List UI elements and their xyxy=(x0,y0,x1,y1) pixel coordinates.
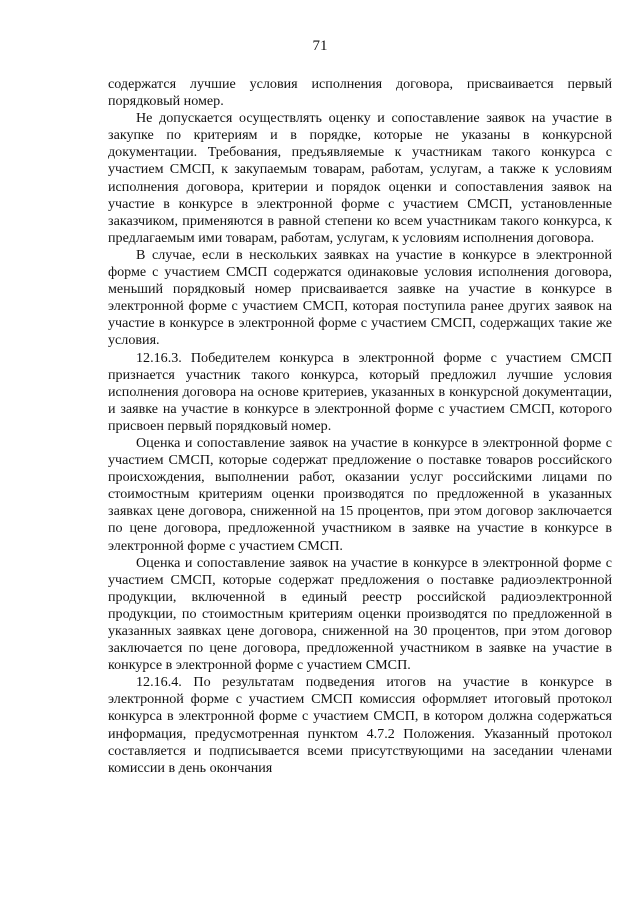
paragraph-evaluation-rules: Не допускается осуществлять оценку и сопоставление заявок на участие в закупке по критериям и в порядке, которые не указаны в конкурсной документации. Требования, предъявляемые к участникам такого конкурса с участием СМСП, к закупаемым товарам, работам, услугам, а также к условиям исполнения договора, критерии и порядок оценки и сопоставления заявок на участие в конкурсе в электронной форме с участием СМСП, установленные заказчиком, применяются в равной степени ко всем участникам такого конкурса, к предлагаемым ими товарам, работам, услугам, к условиям исполнения договора. xyxy=(108,110,612,246)
paragraph-equal-conditions: В случае, если в нескольких заявках на участие в конкурсе в электронной форме с участием СМСП содержатся одинаковые условия исполнения договора, меньший порядковый номер присваивается заявке на участие в конкурсе в электронной форме с участием СМСП, которая поступила ранее других заявок на участие в конкурсе в электронной форме с участием СМСП, содержащих такие же условия. xyxy=(108,246,612,349)
paragraph-radioelectronic: Оценка и сопоставление заявок на участие в конкурсе в электронной форме с участием СМСП, которые содержат предложения о поставке радиоэлектронной продукции, включенной в единый реестр российской радиоэлектронной продукции, по стоимостным критериям оценки производятся по предложенной в указанных заявках цене договора, сниженной на 30 процентов, при этом договор заключается по цене договора, предложенной участником в заявке на участие в конкурсе в электронной форме с участием СМСП. xyxy=(108,554,612,674)
paragraph-continuation: содержатся лучшие условия исполнения договора, присваивается первый порядковый номер. xyxy=(108,76,612,110)
document-body xyxy=(108,76,612,777)
paragraph-12-16-3: 12.16.3. Победителем конкурса в электронной форме с участием СМСП признается участник такого конкурса, который предложил лучшие условия исполнения договора на основе критериев, указанных в конкурсной документации, и заявке на участие в конкурсе в электронной форме с участием СМСП, которого присвоен первый порядковый номер. xyxy=(108,349,612,434)
paragraph-12-16-4: 12.16.4. По результатам подведения итогов на участие в конкурсе в электронной форме с участием СМСП комиссия оформляет итоговый протокол конкурса в электронной форме с участием СМСП, в котором должна содержаться информация, предусмотренная пунктом 4.7.2 Положения. Указанный протокол составляется и подписывается всеми присутствующими на заседании членами комиссии в день окончания xyxy=(108,674,612,776)
page-number: 71 xyxy=(312,38,328,54)
paragraph-russian-goods: Оценка и сопоставление заявок на участие в конкурсе в электронной форме с участием СМСП, которые содержат предложение о поставке товаров российского происхождения, выполнении работ, оказании услуг российскими лицами по стоимостным критериям оценки производятся по предложенной в указанных заявках цене договора, сниженной на 15 процентов, при этом договор заключается по цене договора, предложенной участником в заявке на участие в конкурсе в электронной форме с участием СМСП. xyxy=(108,434,612,554)
